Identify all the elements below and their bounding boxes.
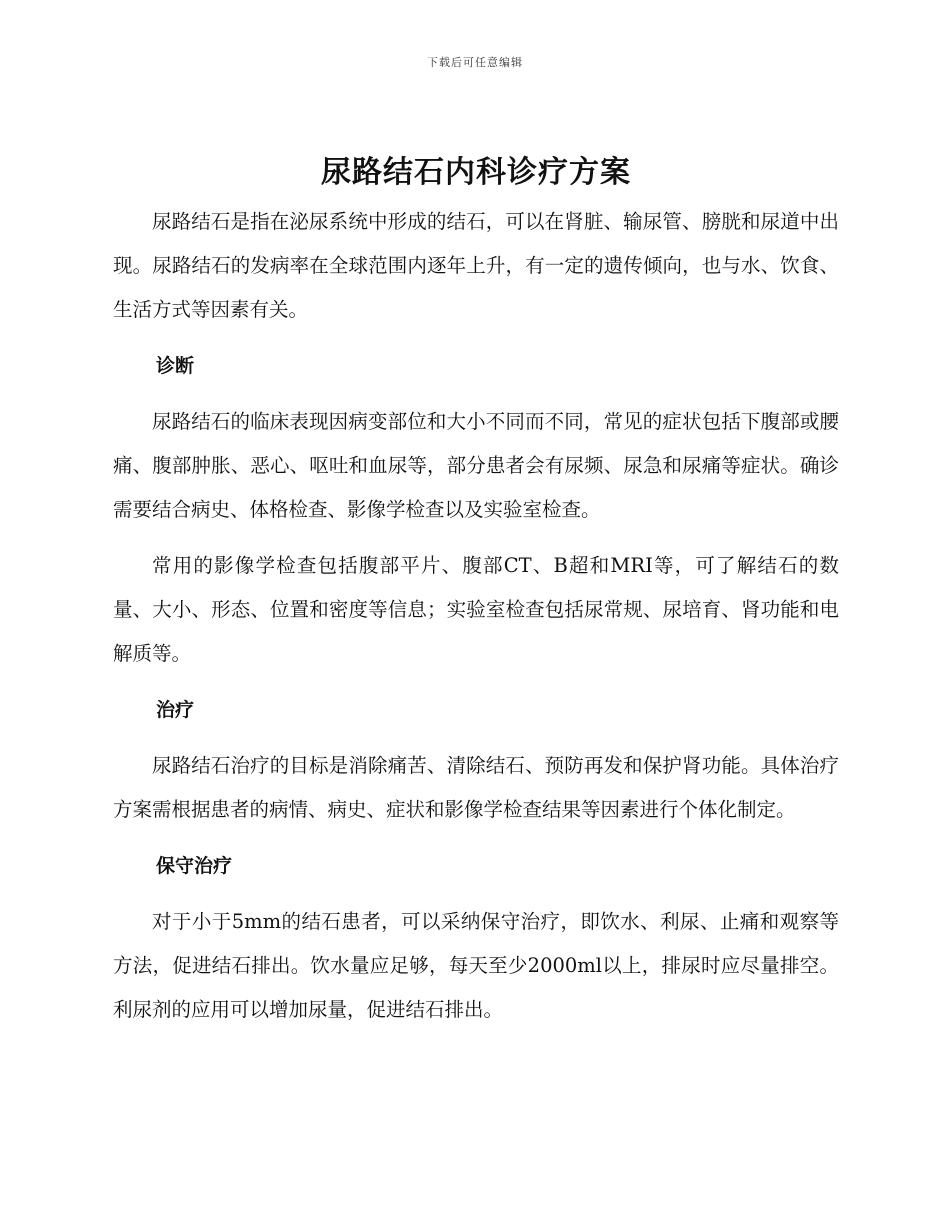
diagnosis-paragraph-2: 常用的影像学检查包括腹部平片、腹部CT、B超和MRI等，可了解结石的数量、大小、形态、位置和密度等信息；实验室检查包括尿常规、尿培育、肾功能和电解质等。 [113, 554, 839, 665]
page-header-note: 下载后可任意编辑 [427, 56, 523, 69]
section-heading-conservative-treatment: 保守治疗 [156, 855, 233, 877]
conservative-treatment-paragraph-1: 对于小于5mm的结石患者，可以采纳保守治疗，即饮水、利尿、止痛和观察等方法，促进结石排出。饮水量应足够，每天至少2000ml以上，排尿时应尽量排空。利尿剂的应用可以增加尿量，促进结石排出。 [113, 910, 839, 1021]
section-heading-treatment: 治疗 [156, 699, 195, 721]
document-body [113, 150, 839, 1032]
treatment-paragraph-1: 尿路结石治疗的目标是消除痛苦、清除结石、预防再发和保护肾功能。具体治疗方案需根据患者的病情、病史、症状和影像学检查结果等因素进行个体化制定。 [113, 754, 839, 821]
document-title: 尿路结石内科诊疗方案 [321, 155, 631, 190]
section-conservative-treatment [113, 844, 839, 1032]
intro-paragraph: 尿路结石是指在泌尿系统中形成的结石，可以在肾脏、输尿管、膀胱和尿道中出现。尿路结石的发病率在全球范围内逐年上升，有一定的遗传倾向，也与水、饮食、生活方式等因素有关。 [113, 210, 839, 321]
section-diagnosis [113, 344, 839, 676]
section-heading-diagnosis: 诊断 [156, 355, 195, 377]
diagnosis-paragraph-1: 尿路结石的临床表现因病变部位和大小不同而不同，常见的症状包括下腹部或腰痛、腹部肿胀、恶心、呕吐和血尿等，部分患者会有尿频、尿急和尿痛等症状。确诊需要结合病史、体格检查、影像学检查以及实验室检查。 [113, 410, 839, 521]
section-treatment [113, 688, 839, 832]
